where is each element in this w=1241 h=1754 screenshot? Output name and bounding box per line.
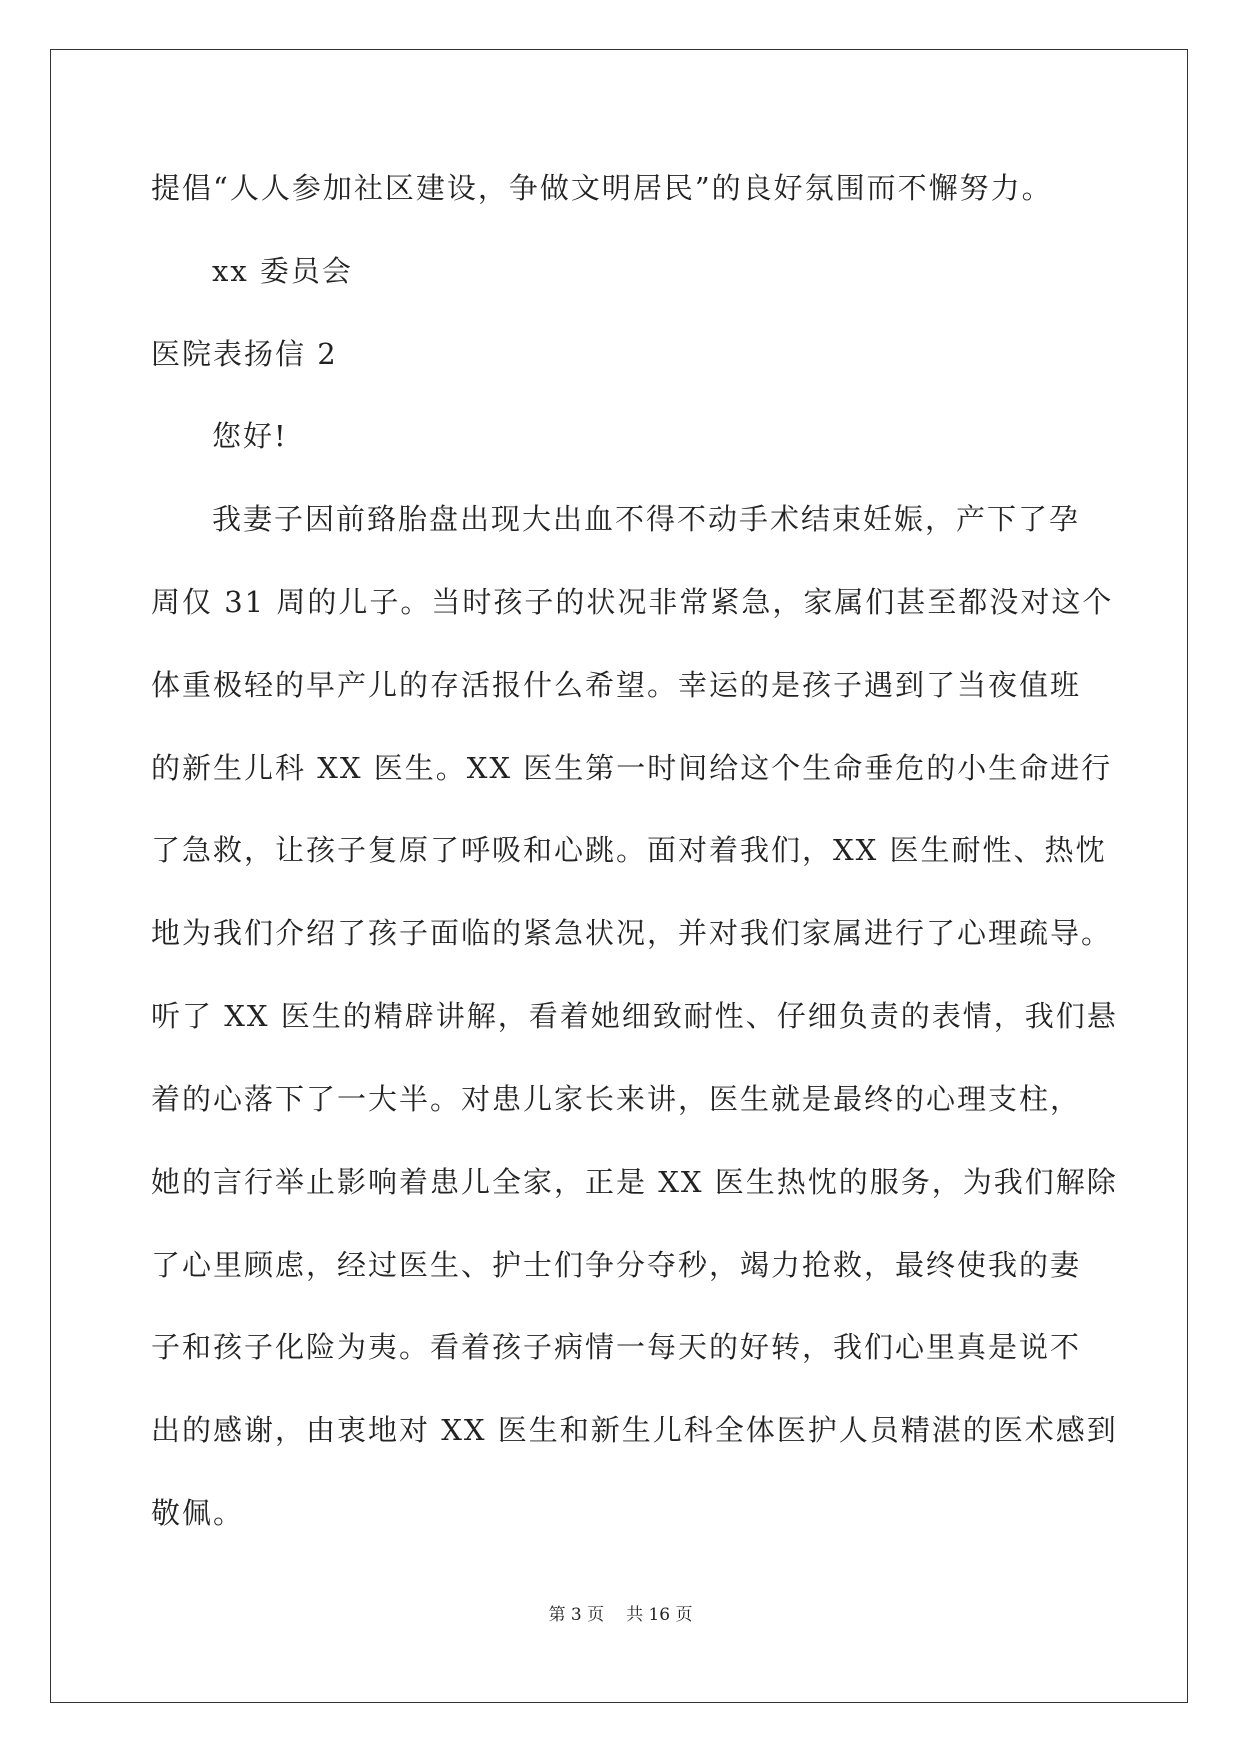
paragraph-line: 她的言行举止影响着患儿全家，正是 XX 医生热忱的服务，为我们解除 xyxy=(151,1165,1118,1199)
paragraph-line: 着的心落下了一大半。对患儿家长来讲，医生就是最终的心理支柱， xyxy=(151,1082,1082,1116)
paragraph-line: 出的感谢，由衷地对 XX 医生和新生儿科全体医护人员精湛的医术感到 xyxy=(151,1413,1118,1447)
paragraph-line: 听了 XX 医生的精辟讲解，看着她细致耐性、仔细负责的表情，我们悬 xyxy=(151,999,1118,1033)
paragraph-line: 子和孩子化险为夷。看着孩子病情一每天的好转，我们心里真是说不 xyxy=(151,1330,1082,1364)
paragraph-line: 敬佩。 xyxy=(151,1496,245,1530)
page-border xyxy=(50,49,1188,1703)
paragraph-line: 地为我们介绍了孩子面临的紧急状况，并对我们家属进行了心理疏导。 xyxy=(151,916,1113,950)
paragraph-line: 的新生儿科 XX 医生。XX 医生第一时间给这个生命垂危的小生命进行 xyxy=(151,751,1113,785)
section-heading: 医院表扬信 2 xyxy=(151,337,338,371)
page-total: 共 16 页 xyxy=(626,1605,693,1625)
paragraph-line: 体重极轻的早产儿的存活报什么希望。幸运的是孩子遇到了当夜值班 xyxy=(151,668,1082,702)
text-line-closing: 提倡“人人参加社区建设，争做文明居民”的良好氛围而不懈努力。 xyxy=(151,171,1053,205)
salutation: 您好! xyxy=(212,419,288,453)
page-number: 第 3 页 xyxy=(548,1605,605,1625)
paragraph-line: 了心里顾虑，经过医生、护士们争分夺秒，竭力抢救，最终使我的妻 xyxy=(151,1248,1082,1282)
paragraph-line: 周仅 31 周的儿子。当时孩子的状况非常紧急，家属们甚至都没对这个 xyxy=(151,585,1114,619)
signature-committee: xx 委员会 xyxy=(212,254,353,288)
paragraph-line: 我妻子因前臵胎盘出现大出血不得不动手术结束妊娠，产下了孕 xyxy=(212,502,1081,536)
page-footer xyxy=(0,1603,1241,1627)
paragraph-line: 了急救，让孩子复原了呼吸和心跳。面对着我们，XX 医生耐性、热忱 xyxy=(151,833,1107,867)
